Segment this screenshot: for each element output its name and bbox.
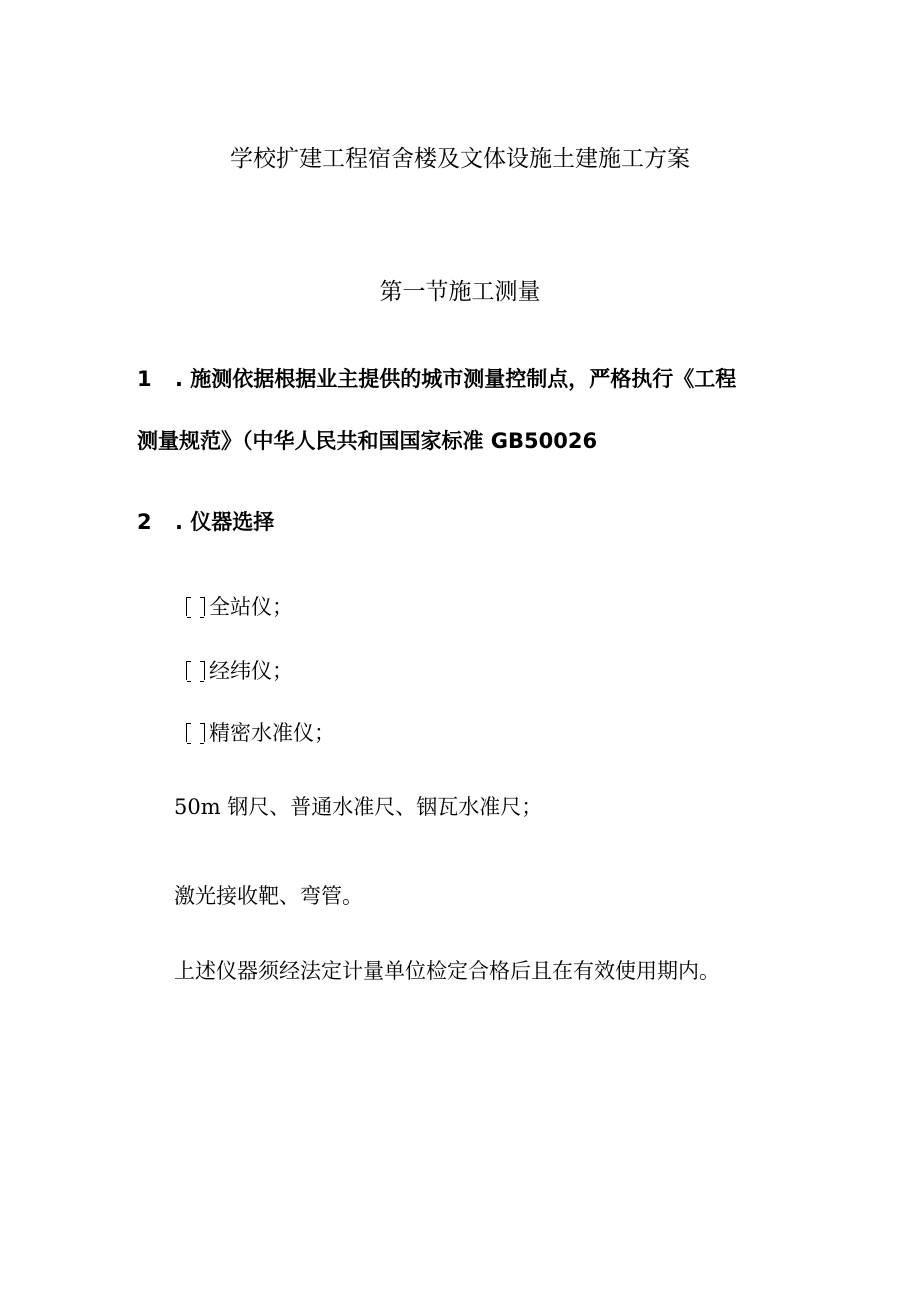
checkbox-icon xyxy=(186,723,205,742)
item-2-number: 2 xyxy=(137,510,152,534)
item-2-label: . 仪器选择 xyxy=(175,510,275,534)
laser-line: 激光接收靶、弯管。 xyxy=(174,884,363,908)
instrument-item xyxy=(186,597,293,618)
checkbox-icon xyxy=(186,661,205,680)
item-1-line-1 xyxy=(137,369,736,390)
instrument-label: 全站仪； xyxy=(209,595,293,619)
item-1-line-2: 测量规范》（中华人民共和国国家标准 GB50026 xyxy=(137,429,598,453)
checkbox-icon xyxy=(186,597,205,616)
instrument-item xyxy=(186,723,335,744)
tools-line: 50m 钢尺、普通水准尺、铟瓦水准尺； xyxy=(174,795,543,819)
document-title: 学校扩建工程宿舍楼及文体设施土建施工方案 xyxy=(230,146,690,172)
instrument-label: 精密水准仪； xyxy=(209,721,335,745)
instrument-label: 经纬仪； xyxy=(209,659,293,683)
note-line: 上述仪器须经法定计量单位检定合格后且在有效使用期内。 xyxy=(174,959,720,983)
instrument-item xyxy=(186,661,293,682)
section-title: 第一节施工测量 xyxy=(379,279,541,305)
item-2-heading xyxy=(137,512,274,533)
item-1-text: . 施测依据根据业主提供的城市测量控制点，严格执行《工程 xyxy=(175,367,737,391)
item-1-number: 1 xyxy=(137,367,152,391)
